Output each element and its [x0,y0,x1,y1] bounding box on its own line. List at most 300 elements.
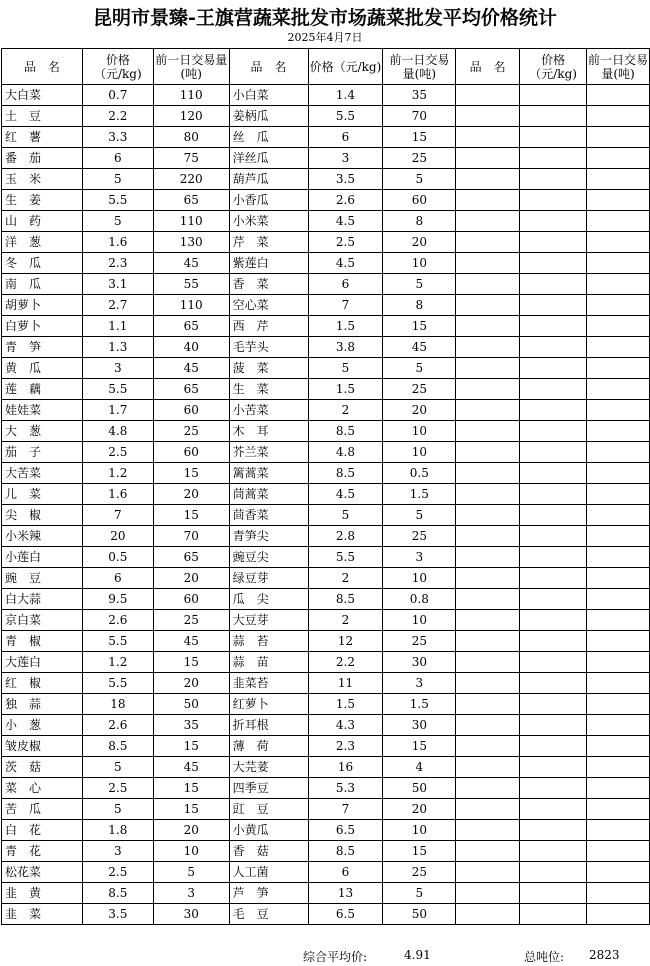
name-cell: 红萝卜 [229,694,308,715]
price-cell: 2.2 [82,106,153,127]
price-cell: 5 [82,757,153,778]
empty-volume-cell [587,883,650,904]
price-cell: 8.5 [308,841,383,862]
empty-price-cell [520,841,587,862]
header-price-3: 价格（元/kg) [520,49,587,85]
table-row [2,358,650,379]
empty-name-cell [456,442,520,463]
name-cell: 姜柄瓜 [229,106,308,127]
price-cell: 4.5 [308,211,383,232]
empty-price-cell [520,337,587,358]
volume-cell: 15 [383,736,456,757]
price-cell: 13 [308,883,383,904]
name-cell: 大莲白 [2,652,83,673]
table-row [2,85,650,106]
table-row [2,526,650,547]
volume-cell: 8 [383,211,456,232]
price-cell: 2 [308,610,383,631]
volume-cell: 30 [383,715,456,736]
header-name-1: 品 名 [2,49,83,85]
empty-price-cell [520,358,587,379]
price-cell: 5 [82,211,153,232]
name-cell: 香 菇 [229,841,308,862]
table-row [2,211,650,232]
name-cell: 生 菜 [229,379,308,400]
volume-cell: 120 [153,106,229,127]
empty-volume-cell [587,337,650,358]
empty-price-cell [520,715,587,736]
volume-cell: 30 [153,904,229,925]
name-cell: 番 茄 [2,148,83,169]
empty-name-cell [456,127,520,148]
empty-name-cell [456,883,520,904]
volume-cell: 75 [153,148,229,169]
name-cell: 木 耳 [229,421,308,442]
price-cell: 1.3 [82,337,153,358]
price-cell: 2 [308,568,383,589]
volume-cell: 60 [153,589,229,610]
name-cell: 韭 黄 [2,883,83,904]
table-row [2,694,650,715]
volume-cell: 25 [383,379,456,400]
price-cell: 20 [82,526,153,547]
volume-cell: 45 [153,253,229,274]
empty-name-cell [456,232,520,253]
table-row [2,484,650,505]
price-cell: 5 [82,169,153,190]
empty-volume-cell [587,673,650,694]
volume-cell: 10 [383,820,456,841]
empty-name-cell [456,589,520,610]
name-cell: 香 菜 [229,274,308,295]
volume-cell: 5 [383,169,456,190]
name-cell: 毛芋头 [229,337,308,358]
empty-price-cell [520,694,587,715]
volume-cell: 65 [153,316,229,337]
name-cell: 丝 瓜 [229,127,308,148]
table-row [2,757,650,778]
empty-name-cell [456,421,520,442]
empty-name-cell [456,295,520,316]
table-row [2,589,650,610]
volume-cell: 8 [383,295,456,316]
volume-cell: 15 [153,652,229,673]
name-cell: 胡萝卜 [2,295,83,316]
table-row [2,463,650,484]
name-cell: 毛 豆 [229,904,308,925]
empty-price-cell [520,85,587,106]
empty-price-cell [520,316,587,337]
name-cell: 四季豆 [229,778,308,799]
price-cell: 2.5 [308,232,383,253]
empty-volume-cell [587,106,650,127]
price-cell: 1.5 [308,379,383,400]
volume-cell: 20 [383,232,456,253]
empty-volume-cell [587,715,650,736]
empty-volume-cell [587,169,650,190]
volume-cell: 110 [153,85,229,106]
header-name-2: 品 名 [229,49,308,85]
name-cell: 红 薯 [2,127,83,148]
empty-price-cell [520,526,587,547]
empty-name-cell [456,568,520,589]
empty-volume-cell [587,484,650,505]
empty-name-cell [456,274,520,295]
volume-cell: 20 [153,484,229,505]
header-price-2: 价格（元/kg) [308,49,383,85]
empty-price-cell [520,211,587,232]
price-cell: 1.6 [82,232,153,253]
volume-cell: 60 [153,400,229,421]
empty-volume-cell [587,736,650,757]
empty-price-cell [520,190,587,211]
price-cell: 8.5 [308,589,383,610]
name-cell: 小 葱 [2,715,83,736]
empty-price-cell [520,799,587,820]
name-cell: 人工菌 [229,862,308,883]
empty-volume-cell [587,610,650,631]
empty-name-cell [456,736,520,757]
volume-cell: 60 [383,190,456,211]
volume-cell: 25 [383,148,456,169]
empty-volume-cell [587,190,650,211]
table-row [2,736,650,757]
name-cell: 冬 瓜 [2,253,83,274]
volume-cell: 10 [383,442,456,463]
price-table [1,48,650,925]
price-cell: 7 [308,295,383,316]
volume-cell: 3 [383,547,456,568]
volume-cell: 20 [153,820,229,841]
price-cell: 6 [308,127,383,148]
name-cell: 蒜 苔 [229,631,308,652]
empty-price-cell [520,589,587,610]
empty-volume-cell [587,904,650,925]
empty-price-cell [520,169,587,190]
volume-cell: 45 [153,757,229,778]
price-cell: 5.5 [82,631,153,652]
volume-cell: 15 [153,736,229,757]
name-cell: 白萝卜 [2,316,83,337]
empty-price-cell [520,295,587,316]
empty-price-cell [520,232,587,253]
name-cell: 黄 瓜 [2,358,83,379]
price-cell: 6.5 [308,820,383,841]
name-cell: 松花菜 [2,862,83,883]
price-cell: 16 [308,757,383,778]
table-header-row [2,49,650,85]
name-cell: 篱蒿菜 [229,463,308,484]
volume-cell: 50 [153,694,229,715]
price-cell: 5.5 [308,106,383,127]
empty-name-cell [456,211,520,232]
empty-name-cell [456,757,520,778]
name-cell: 蒜 苗 [229,652,308,673]
name-cell: 生 姜 [2,190,83,211]
total-tonnage-value: 2823 [589,948,620,962]
name-cell: 尖 椒 [2,505,83,526]
volume-cell: 15 [153,778,229,799]
table-row [2,715,650,736]
name-cell: 大 葱 [2,421,83,442]
volume-cell: 10 [383,253,456,274]
empty-volume-cell [587,442,650,463]
price-cell: 6.5 [308,904,383,925]
empty-price-cell [520,547,587,568]
volume-cell: 65 [153,190,229,211]
empty-volume-cell [587,463,650,484]
price-cell: 6 [82,568,153,589]
name-cell: 茼蒿菜 [229,484,308,505]
empty-volume-cell [587,211,650,232]
price-cell: 3.5 [308,169,383,190]
volume-cell: 15 [153,799,229,820]
name-cell: 芦 笋 [229,883,308,904]
name-cell: 京白菜 [2,610,83,631]
empty-volume-cell [587,652,650,673]
empty-name-cell [456,169,520,190]
volume-cell: 220 [153,169,229,190]
empty-volume-cell [587,379,650,400]
empty-price-cell [520,463,587,484]
table-row [2,379,650,400]
name-cell: 青 笋 [2,337,83,358]
empty-name-cell [456,904,520,925]
empty-volume-cell [587,316,650,337]
name-cell: 娃娃菜 [2,400,83,421]
price-cell: 7 [82,505,153,526]
empty-name-cell [456,526,520,547]
table-row [2,232,650,253]
header-volume-3: 前一日交易量(吨) [587,49,650,85]
name-cell: 青笋尖 [229,526,308,547]
price-cell: 1.4 [308,85,383,106]
price-cell: 6 [82,148,153,169]
table-row [2,505,650,526]
empty-name-cell [456,715,520,736]
empty-name-cell [456,652,520,673]
name-cell: 土 豆 [2,106,83,127]
empty-volume-cell [587,358,650,379]
empty-price-cell [520,127,587,148]
page-title: 昆明市景臻-王旗营蔬菜批发市场蔬菜批发平均价格统计 [93,7,557,29]
empty-price-cell [520,421,587,442]
empty-volume-cell [587,253,650,274]
empty-volume-cell [587,547,650,568]
volume-cell: 60 [153,442,229,463]
table-row [2,883,650,904]
total-tonnage-label: 总吨位: [524,950,565,964]
empty-price-cell [520,568,587,589]
name-cell: 瓜 尖 [229,589,308,610]
empty-name-cell [456,820,520,841]
volume-cell: 5 [383,505,456,526]
average-price-value: 4.91 [404,948,431,962]
volume-cell: 3 [383,673,456,694]
price-cell: 1.5 [308,316,383,337]
empty-name-cell [456,547,520,568]
table-row [2,169,650,190]
volume-cell: 10 [383,421,456,442]
volume-cell: 55 [153,274,229,295]
volume-cell: 25 [153,610,229,631]
table-row [2,904,650,925]
volume-cell: 4 [383,757,456,778]
table-row [2,610,650,631]
name-cell: 折耳根 [229,715,308,736]
price-cell: 11 [308,673,383,694]
price-cell: 5 [82,799,153,820]
name-cell: 茴香菜 [229,505,308,526]
empty-name-cell [456,841,520,862]
volume-cell: 30 [383,652,456,673]
table-row [2,127,650,148]
price-cell: 3.5 [82,904,153,925]
name-cell: 菜 心 [2,778,83,799]
name-cell: 白 花 [2,820,83,841]
table-row [2,337,650,358]
price-cell: 5.5 [308,547,383,568]
volume-cell: 35 [383,85,456,106]
price-cell: 1.2 [82,652,153,673]
empty-name-cell [456,337,520,358]
empty-volume-cell [587,778,650,799]
volume-cell: 25 [383,862,456,883]
empty-name-cell [456,400,520,421]
table-row [2,652,650,673]
empty-price-cell [520,379,587,400]
volume-cell: 25 [383,631,456,652]
empty-price-cell [520,400,587,421]
volume-cell: 0.8 [383,589,456,610]
volume-cell: 5 [153,862,229,883]
empty-volume-cell [587,799,650,820]
volume-cell: 70 [153,526,229,547]
price-cell: 3 [82,358,153,379]
header-price-1: 价格（元/kg) [82,49,153,85]
empty-name-cell [456,631,520,652]
empty-name-cell [456,379,520,400]
volume-cell: 5 [383,274,456,295]
empty-volume-cell [587,295,650,316]
header-volume-2: 前一日交易量(吨) [383,49,456,85]
empty-price-cell [520,631,587,652]
table-row [2,442,650,463]
name-cell: 豌 豆 [2,568,83,589]
empty-name-cell [456,316,520,337]
name-cell: 菠 菜 [229,358,308,379]
name-cell: 豌豆尖 [229,547,308,568]
volume-cell: 65 [153,379,229,400]
table-row [2,190,650,211]
name-cell: 西 芹 [229,316,308,337]
empty-name-cell [456,106,520,127]
name-cell: 大芫荽 [229,757,308,778]
empty-price-cell [520,610,587,631]
empty-name-cell [456,778,520,799]
volume-cell: 1.5 [383,484,456,505]
price-cell: 4.5 [308,253,383,274]
name-cell: 小香瓜 [229,190,308,211]
table-row [2,400,650,421]
price-cell: 2.5 [82,862,153,883]
empty-volume-cell [587,862,650,883]
name-cell: 韭菜苔 [229,673,308,694]
name-cell: 莲 藕 [2,379,83,400]
empty-price-cell [520,148,587,169]
price-cell: 5 [308,358,383,379]
empty-name-cell [456,253,520,274]
header-volume-1: 前一日交易量(吨) [153,49,229,85]
price-cell: 2.6 [82,715,153,736]
empty-price-cell [520,904,587,925]
volume-cell: 45 [153,358,229,379]
name-cell: 紫莲白 [229,253,308,274]
volume-cell: 15 [383,316,456,337]
price-cell: 2.5 [82,778,153,799]
name-cell: 小苦菜 [229,400,308,421]
volume-cell: 15 [153,505,229,526]
empty-volume-cell [587,631,650,652]
volume-cell: 80 [153,127,229,148]
name-cell: 茄 子 [2,442,83,463]
empty-name-cell [456,799,520,820]
table-row [2,778,650,799]
volume-cell: 45 [153,631,229,652]
volume-cell: 35 [153,715,229,736]
price-cell: 0.7 [82,85,153,106]
name-cell: 大豆芽 [229,610,308,631]
price-cell: 1.5 [308,694,383,715]
empty-name-cell [456,673,520,694]
name-cell: 小米菜 [229,211,308,232]
empty-name-cell [456,85,520,106]
empty-volume-cell [587,526,650,547]
empty-volume-cell [587,694,650,715]
price-cell: 6 [308,274,383,295]
table-row [2,841,650,862]
report-date: 2025年4月7日 [287,31,363,44]
table-row [2,148,650,169]
volume-cell: 20 [153,673,229,694]
empty-price-cell [520,484,587,505]
price-cell: 18 [82,694,153,715]
volume-cell: 5 [383,358,456,379]
empty-volume-cell [587,841,650,862]
volume-cell: 10 [383,610,456,631]
volume-cell: 110 [153,211,229,232]
empty-name-cell [456,190,520,211]
price-cell: 2.3 [308,736,383,757]
empty-price-cell [520,442,587,463]
name-cell: 大苦菜 [2,463,83,484]
volume-cell: 45 [383,337,456,358]
name-cell: 青 花 [2,841,83,862]
empty-price-cell [520,862,587,883]
name-cell: 儿 菜 [2,484,83,505]
empty-volume-cell [587,568,650,589]
empty-name-cell [456,484,520,505]
price-cell: 12 [308,631,383,652]
name-cell: 芥兰菜 [229,442,308,463]
average-price-label: 综合平均价: [303,950,368,964]
table-row [2,799,650,820]
table-row [2,253,650,274]
volume-cell: 110 [153,295,229,316]
price-cell: 7 [308,799,383,820]
price-cell: 2.6 [82,610,153,631]
price-cell: 3.8 [308,337,383,358]
